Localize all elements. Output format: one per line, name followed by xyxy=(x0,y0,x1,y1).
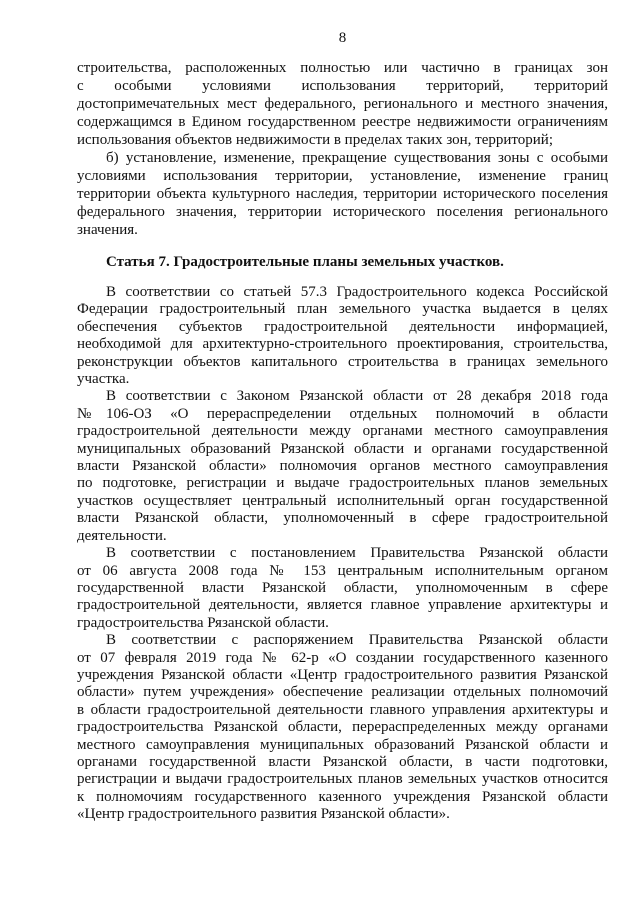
text-line: от 07 февраля 2019 года № 62-р «О создании государственного казенного xyxy=(77,649,608,666)
text-line: В соответствии с распоряжением Правительства Рязанской области xyxy=(106,632,608,649)
text-line: государственной власти Рязанской области, уполномоченным в сфере xyxy=(77,579,608,596)
text-line: к полномочиям государственного казенного учреждения Рязанской области xyxy=(77,788,608,805)
text-line: содержащимся в Едином государственном реестре недвижимости ограничениям xyxy=(77,114,608,130)
text-line: муниципальных образований Рязанской области и органами государственной xyxy=(77,440,608,457)
article-body xyxy=(77,284,608,824)
paragraph xyxy=(77,632,608,823)
paragraph xyxy=(77,545,608,632)
text-line: власти Рязанской области» полномочия органов местного самоуправления xyxy=(77,458,608,475)
text-line: регистрации и выдачи градостроительных планов земельных участков относится xyxy=(77,771,608,788)
text-line: участка. xyxy=(77,371,130,388)
text-line: области» путем учреждения» обеспечение реализации отдельных полномочий xyxy=(77,684,608,701)
text-line: реконструкции объектов капитального строительства в границах земельного xyxy=(77,353,608,370)
text-line: В соответствии со статьей 57.3 Градостроительного кодекса Российской xyxy=(106,284,608,300)
text-line: деятельности. xyxy=(77,527,167,544)
paragraph xyxy=(77,388,608,545)
text-line: территории объекта культурного наследия, территории исторического поселения xyxy=(77,186,608,202)
text-line: обеспечения субъектов градостроительной деятельности информацией, xyxy=(77,318,608,335)
text-line: градостроительства Рязанской области, перераспределенных между органами xyxy=(77,719,608,736)
text-line: в области градостроительной деятельности главного управления архитектуры и xyxy=(77,701,608,718)
text-line: использования объектов недвижимости в пределах таких зон, территорий; xyxy=(77,132,554,148)
text-line: участков осуществляет центральный исполнительный орган государственной xyxy=(77,492,608,509)
text-line: власти Рязанской области, уполномоченный в сфере градостроительной xyxy=(77,510,608,527)
text-line: органами государственной власти Рязанской области, в части подготовки, xyxy=(77,753,608,770)
text-line: «Центр градостроительного развития Рязанской области». xyxy=(77,806,450,823)
text-line: с особыми условиями использования территорий, территорий xyxy=(77,78,608,94)
text-line: от 06 августа 2008 года № 153 центральным исполнительным органом xyxy=(77,562,608,579)
list-item-b xyxy=(77,149,608,239)
page-number: 8 xyxy=(338,30,347,46)
text-line: федерального значения, территории исторического поселения регионального xyxy=(77,204,608,220)
text-line: градостроительной деятельности между органами местного самоуправления xyxy=(77,423,608,440)
text-line: градостроительной деятельности, является главное управление архитектуры и xyxy=(77,597,608,614)
text-line: условиями использования территории, установление, изменение границ xyxy=(77,168,608,184)
text-line: достопримечательных мест федерального, регионального и местного значения, xyxy=(77,96,608,112)
text-line: значения. xyxy=(77,222,138,238)
article-heading: Статья 7. Градостроительные планы земельных участков. xyxy=(106,254,504,270)
text-line: учреждения Рязанской области «Центр градостроительного развития Рязанской xyxy=(77,666,608,683)
continuation-paragraph xyxy=(77,59,608,149)
text-line: В соответствии с постановлением Правительства Рязанской области xyxy=(106,545,608,562)
text-line: по подготовке, регистрации и выдаче градостроительных планов земельных xyxy=(77,475,608,492)
paragraph xyxy=(77,284,608,388)
text-line: В соответствии с Законом Рязанской области от 28 декабря 2018 года xyxy=(106,388,608,405)
text-line: местного самоуправления муниципальных образований Рязанской области и xyxy=(77,736,608,753)
text-line: №106-ОЗ «О перераспределении отдельных полномочий в области xyxy=(77,405,608,422)
page-top-text xyxy=(77,59,608,239)
text-line: необходимой для архитектурно-строительного проектирования, строительства, xyxy=(77,336,608,353)
text-line: строительства, расположенных полностью или частично в границах зон xyxy=(77,60,608,76)
text-line: градостроительства Рязанской области. xyxy=(77,614,329,631)
text-line: б) установление, изменение, прекращение существования зоны с особыми xyxy=(106,150,608,166)
text-line: Федерации градостроительный план земельного участка выдается в целях xyxy=(77,301,608,318)
